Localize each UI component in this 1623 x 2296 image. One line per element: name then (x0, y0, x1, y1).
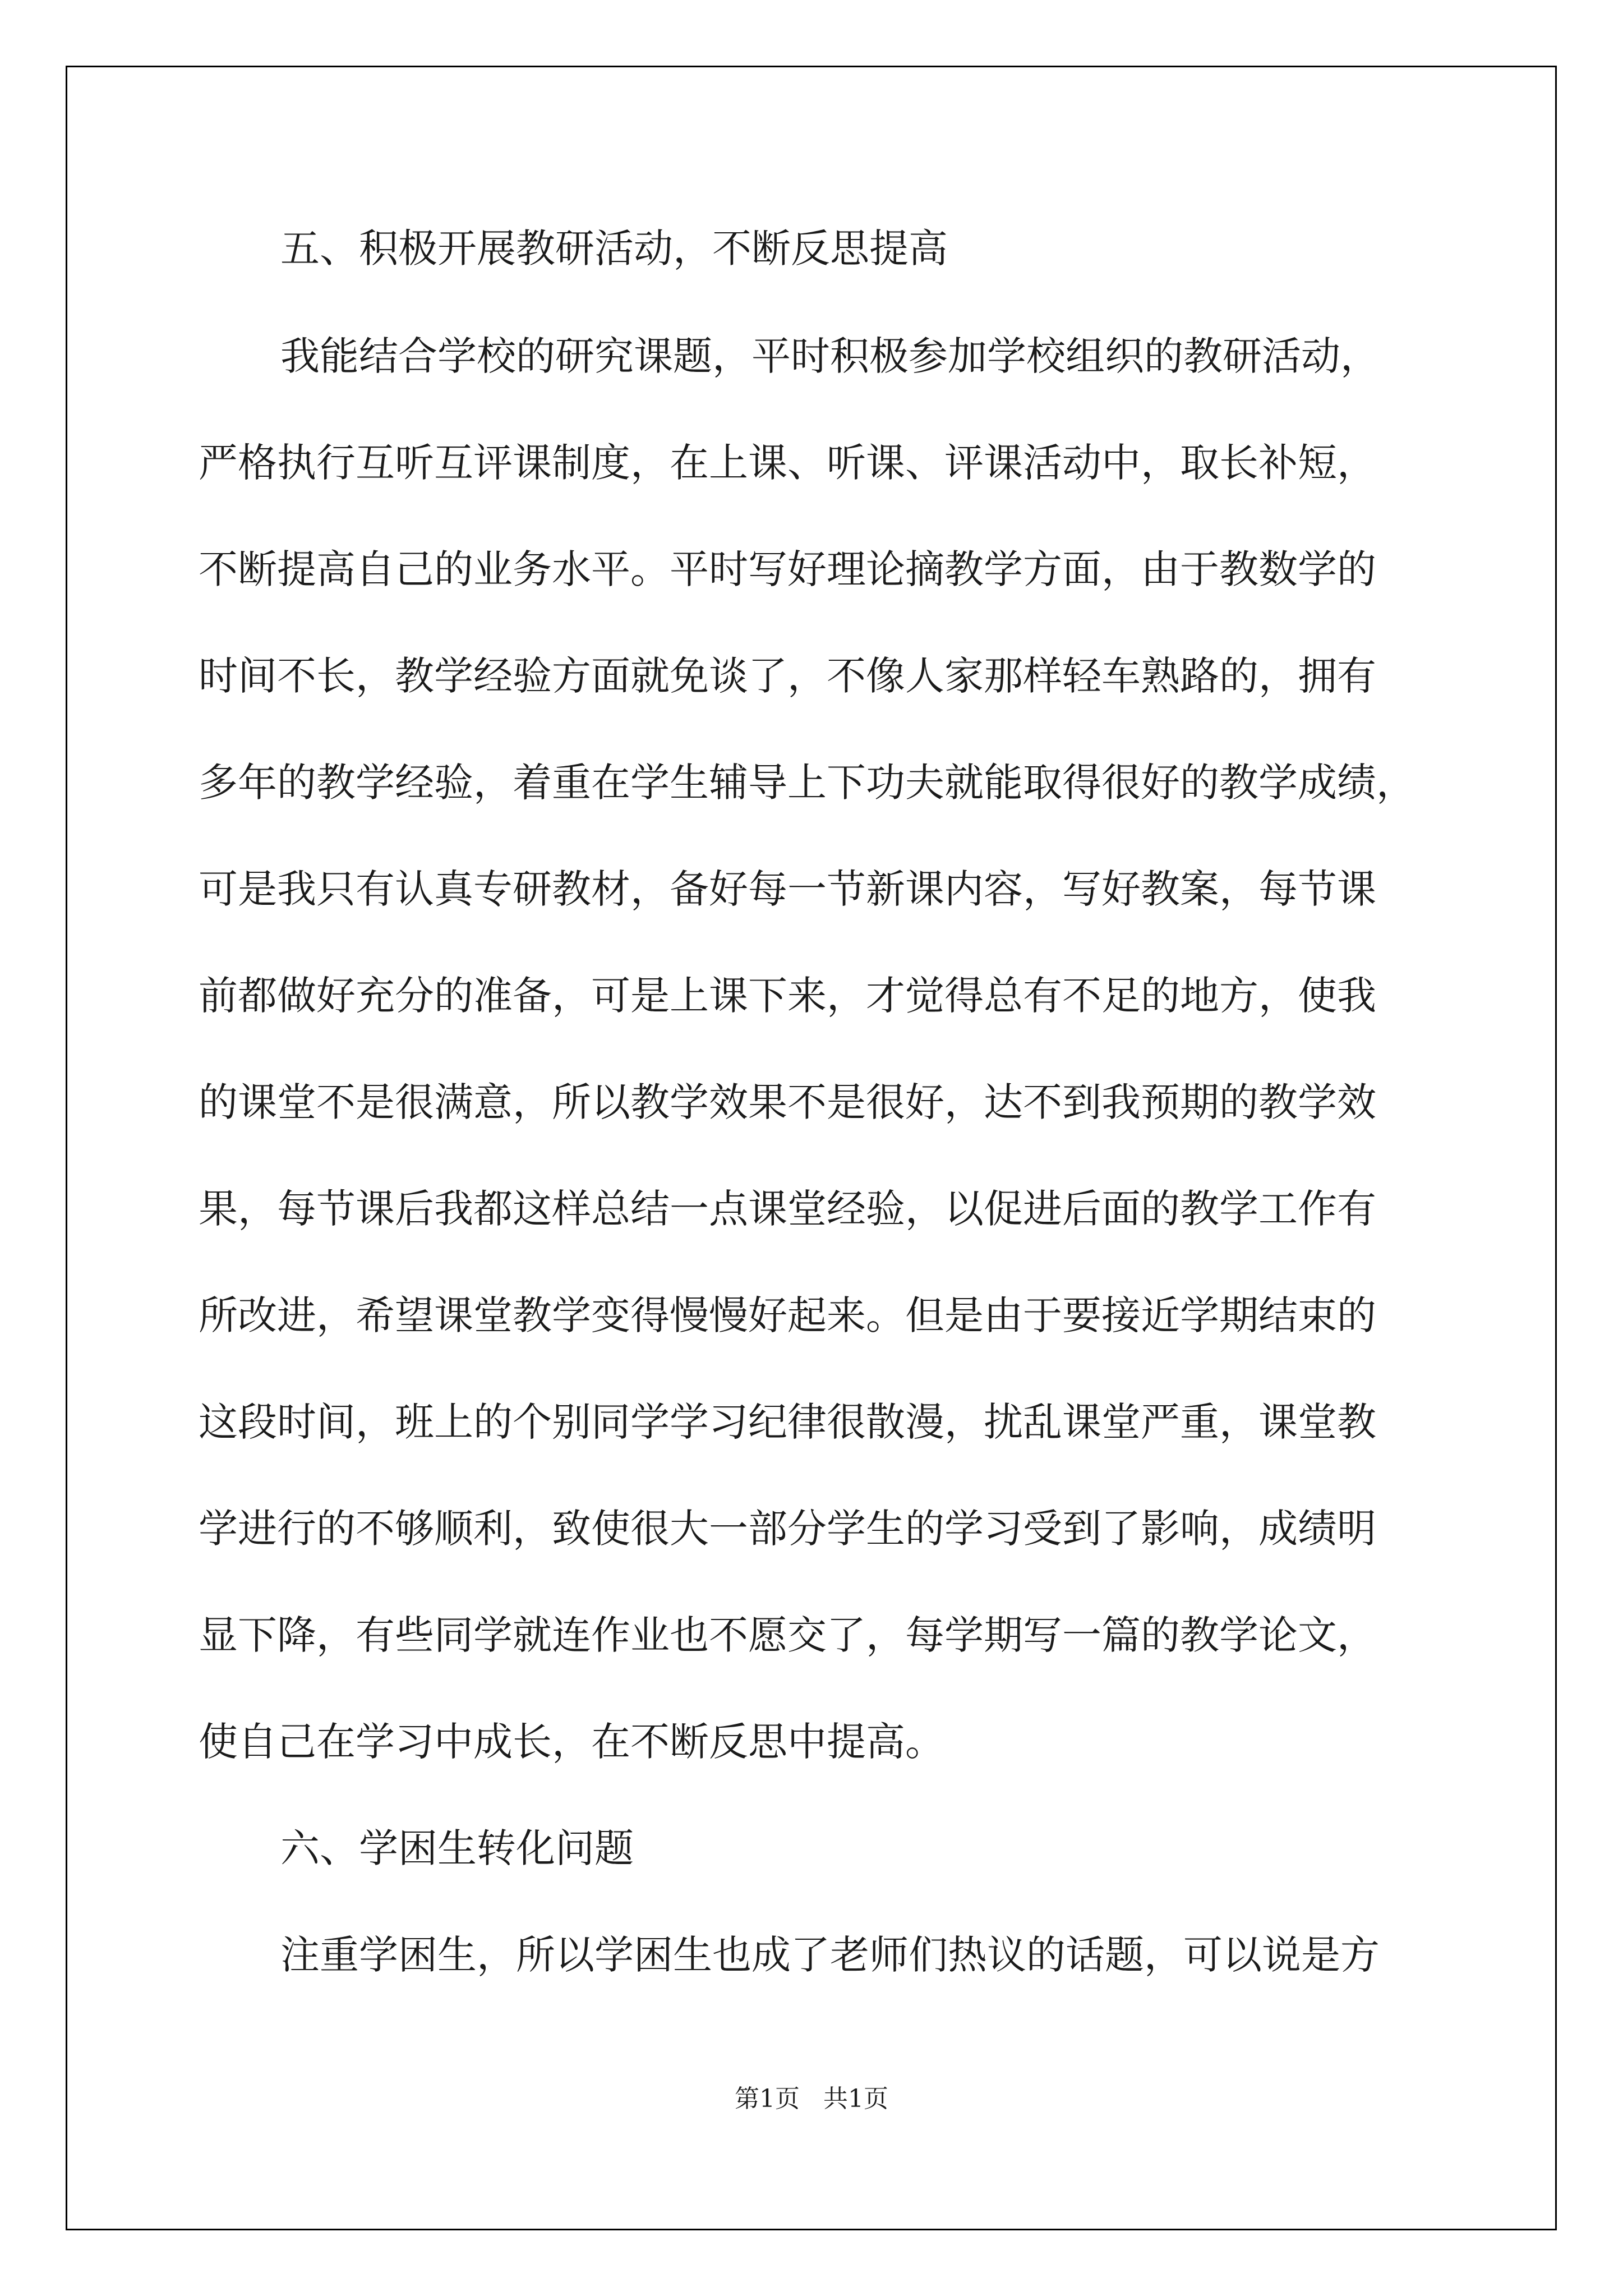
paragraph-line: 多年的教学经验，着重在学生辅导上下功夫就能取得很好的教学成绩， (199, 760, 1415, 806)
paragraph-line: 不断提高自己的业务水平。平时写好理论摘教学方面，由于教数学的 (199, 546, 1376, 592)
paragraph-line: 的课堂不是很满意，所以教学效果不是很好，达不到我预期的教学效 (199, 1079, 1376, 1125)
paragraph-line: 显下降，有些同学就连作业也不愿交了，每学期写一篇的教学论文， (199, 1612, 1376, 1658)
paragraph-line: 这段时间，班上的个别同学学习纪律很散漫，扰乱课堂严重，课堂教 (199, 1399, 1376, 1445)
page-border (66, 66, 1557, 2230)
paragraph-line: 时间不长，教学经验方面就免谈了，不像人家那样轻车熟路的，拥有 (199, 653, 1376, 699)
paragraph-line: 前都做好充分的准备，可是上课下来，才觉得总有不足的地方，使我 (199, 973, 1376, 1019)
paragraph-line: 我能结合学校的研究课题，平时积极参加学校组织的教研活动， (280, 333, 1380, 379)
page-footer: 第1页 共1页 (735, 2085, 888, 2113)
paragraph-line: 学进行的不够顺利，致使很大一部分学生的学习受到了影响，成绩明 (199, 1506, 1376, 1552)
paragraph-line: 注重学困生，所以学困生也成了老师们热议的话题，可以说是方 (280, 1932, 1380, 1978)
paragraph-line: 果，每节课后我都这样总结一点课堂经验，以促进后面的教学工作有 (199, 1186, 1376, 1232)
section-heading-5: 五、积极开展教研活动，不断反思提高 (280, 226, 948, 272)
paragraph-line: 使自己在学习中成长，在不断反思中提高。 (199, 1719, 944, 1765)
paragraph-line: 可是我只有认真专研教材，备好每一节新课内容，写好教案，每节课 (199, 866, 1376, 912)
section-heading-6: 六、学困生转化问题 (280, 1825, 634, 1871)
paragraph-line: 所改进，希望课堂教学变得慢慢好起来。但是由于要接近学期结束的 (199, 1292, 1376, 1338)
paragraph-line: 严格执行互听互评课制度，在上课、听课、评课活动中，取长补短， (199, 440, 1376, 486)
